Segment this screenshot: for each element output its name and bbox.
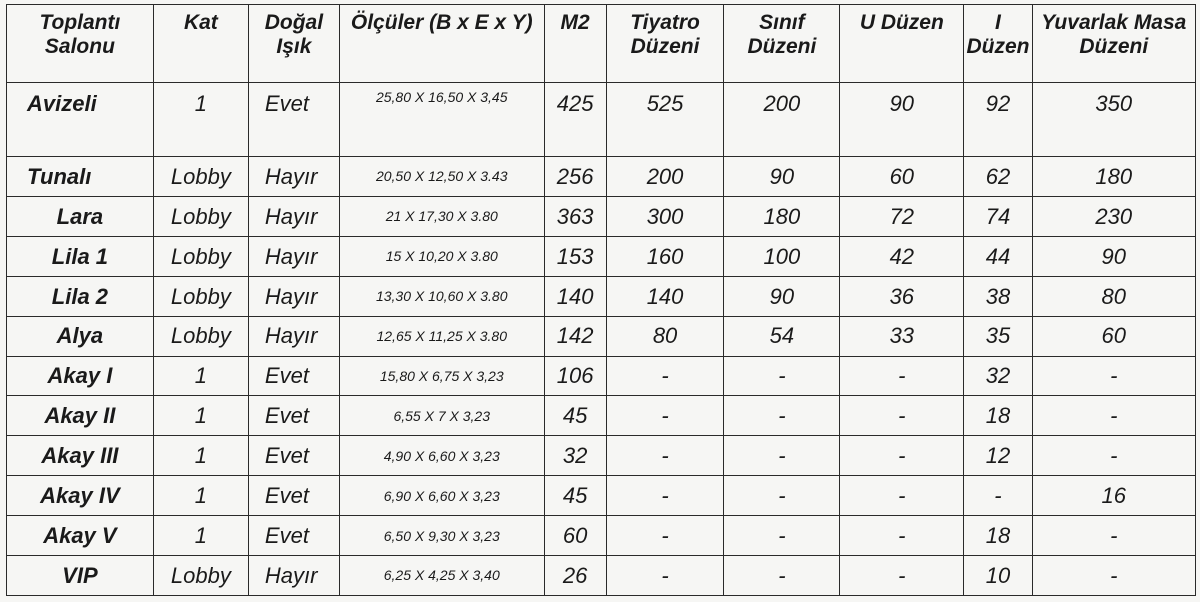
cell-u-duzen: - bbox=[840, 556, 964, 596]
cell-yuvarlak: - bbox=[1032, 396, 1195, 436]
cell-olculer: 21 X 17,30 X 3.80 bbox=[339, 196, 544, 236]
cell-kat: 1 bbox=[153, 356, 248, 396]
cell-m2: 45 bbox=[544, 396, 606, 436]
header-tiyatro: Tiyatro Düzeni bbox=[606, 5, 724, 83]
cell-i-duzen: 10 bbox=[964, 556, 1032, 596]
cell-dogal-isik: Hayır bbox=[248, 556, 339, 596]
table-row bbox=[7, 83, 1196, 157]
cell-tiyatro: 525 bbox=[606, 83, 724, 157]
header-row bbox=[7, 5, 1196, 83]
cell-kat: 1 bbox=[153, 436, 248, 476]
table-row bbox=[7, 276, 1196, 316]
cell-olculer: 6,55 X 7 X 3,23 bbox=[339, 396, 544, 436]
cell-u-duzen: - bbox=[840, 356, 964, 396]
cell-i-duzen: - bbox=[964, 476, 1032, 516]
cell-kat: 1 bbox=[153, 476, 248, 516]
header-dogal-isik: Doğal Işık bbox=[248, 5, 339, 83]
cell-yuvarlak: - bbox=[1032, 516, 1195, 556]
cell-olculer: 20,50 X 12,50 X 3.43 bbox=[339, 157, 544, 197]
cell-m2: 363 bbox=[544, 196, 606, 236]
cell-i-duzen: 18 bbox=[964, 396, 1032, 436]
cell-m2: 45 bbox=[544, 476, 606, 516]
cell-m2: 32 bbox=[544, 436, 606, 476]
cell-dogal-isik: Evet bbox=[248, 476, 339, 516]
cell-tiyatro: 200 bbox=[606, 157, 724, 197]
cell-kat: 1 bbox=[153, 83, 248, 157]
cell-tiyatro: - bbox=[606, 396, 724, 436]
cell-sinif: - bbox=[724, 476, 840, 516]
cell-salon: Akay II bbox=[7, 396, 154, 436]
cell-sinif: - bbox=[724, 356, 840, 396]
cell-dogal-isik: Hayır bbox=[248, 236, 339, 276]
cell-olculer: 6,90 X 6,60 X 3,23 bbox=[339, 476, 544, 516]
cell-kat: Lobby bbox=[153, 236, 248, 276]
cell-dogal-isik: Evet bbox=[248, 436, 339, 476]
cell-dogal-isik: Hayır bbox=[248, 157, 339, 197]
cell-tiyatro: 160 bbox=[606, 236, 724, 276]
cell-tiyatro: 300 bbox=[606, 196, 724, 236]
cell-yuvarlak: - bbox=[1032, 356, 1195, 396]
cell-u-duzen: 33 bbox=[840, 316, 964, 356]
cell-olculer: 25,80 X 16,50 X 3,45 bbox=[339, 83, 544, 157]
cell-dogal-isik: Hayır bbox=[248, 276, 339, 316]
cell-u-duzen: 60 bbox=[840, 157, 964, 197]
cell-olculer: 15,80 X 6,75 X 3,23 bbox=[339, 356, 544, 396]
cell-kat: Lobby bbox=[153, 157, 248, 197]
table-row bbox=[7, 436, 1196, 476]
cell-olculer: 12,65 X 11,25 X 3.80 bbox=[339, 316, 544, 356]
cell-i-duzen: 62 bbox=[964, 157, 1032, 197]
cell-olculer: 6,50 X 9,30 X 3,23 bbox=[339, 516, 544, 556]
cell-salon: Akay III bbox=[7, 436, 154, 476]
cell-m2: 60 bbox=[544, 516, 606, 556]
cell-tiyatro: - bbox=[606, 516, 724, 556]
cell-i-duzen: 18 bbox=[964, 516, 1032, 556]
cell-tiyatro: - bbox=[606, 476, 724, 516]
cell-salon: VIP bbox=[7, 556, 154, 596]
cell-sinif: - bbox=[724, 556, 840, 596]
cell-olculer: 15 X 10,20 X 3.80 bbox=[339, 236, 544, 276]
header-olculer: Ölçüler (B x E x Y) bbox=[339, 5, 544, 83]
cell-yuvarlak: 90 bbox=[1032, 236, 1195, 276]
meeting-rooms-table bbox=[6, 4, 1196, 596]
table-row bbox=[7, 196, 1196, 236]
cell-yuvarlak: - bbox=[1032, 436, 1195, 476]
cell-yuvarlak: 180 bbox=[1032, 157, 1195, 197]
cell-i-duzen: 35 bbox=[964, 316, 1032, 356]
cell-yuvarlak: 80 bbox=[1032, 276, 1195, 316]
cell-dogal-isik: Evet bbox=[248, 516, 339, 556]
table-row bbox=[7, 157, 1196, 197]
cell-yuvarlak: - bbox=[1032, 556, 1195, 596]
cell-u-duzen: - bbox=[840, 436, 964, 476]
cell-i-duzen: 38 bbox=[964, 276, 1032, 316]
cell-u-duzen: - bbox=[840, 396, 964, 436]
cell-tiyatro: - bbox=[606, 356, 724, 396]
cell-m2: 425 bbox=[544, 83, 606, 157]
cell-u-duzen: 36 bbox=[840, 276, 964, 316]
cell-kat: Lobby bbox=[153, 556, 248, 596]
cell-sinif: - bbox=[724, 516, 840, 556]
cell-tiyatro: - bbox=[606, 436, 724, 476]
cell-olculer: 6,25 X 4,25 X 3,40 bbox=[339, 556, 544, 596]
table-row bbox=[7, 516, 1196, 556]
cell-i-duzen: 74 bbox=[964, 196, 1032, 236]
cell-dogal-isik: Evet bbox=[248, 356, 339, 396]
cell-salon: Lara bbox=[7, 196, 154, 236]
cell-kat: 1 bbox=[153, 516, 248, 556]
cell-sinif: 100 bbox=[724, 236, 840, 276]
cell-salon: Tunalı bbox=[7, 157, 154, 197]
cell-m2: 26 bbox=[544, 556, 606, 596]
header-salon: Toplantı Salonu bbox=[7, 5, 154, 83]
cell-m2: 140 bbox=[544, 276, 606, 316]
table-body bbox=[7, 83, 1196, 596]
cell-kat: 1 bbox=[153, 396, 248, 436]
cell-salon: Akay V bbox=[7, 516, 154, 556]
cell-salon: Akay IV bbox=[7, 476, 154, 516]
cell-salon: Alya bbox=[7, 316, 154, 356]
cell-tiyatro: - bbox=[606, 556, 724, 596]
cell-i-duzen: 32 bbox=[964, 356, 1032, 396]
cell-sinif: 200 bbox=[724, 83, 840, 157]
header-kat: Kat bbox=[153, 5, 248, 83]
cell-salon: Lila 1 bbox=[7, 236, 154, 276]
cell-m2: 106 bbox=[544, 356, 606, 396]
cell-m2: 256 bbox=[544, 157, 606, 197]
cell-i-duzen: 92 bbox=[964, 83, 1032, 157]
table-row bbox=[7, 236, 1196, 276]
cell-m2: 142 bbox=[544, 316, 606, 356]
cell-salon: Lila 2 bbox=[7, 276, 154, 316]
cell-kat: Lobby bbox=[153, 276, 248, 316]
table-row bbox=[7, 316, 1196, 356]
header-m2: M2 bbox=[544, 5, 606, 83]
cell-sinif: 90 bbox=[724, 157, 840, 197]
cell-i-duzen: 12 bbox=[964, 436, 1032, 476]
header-u-duzen: U Düzen bbox=[840, 5, 964, 83]
cell-sinif: - bbox=[724, 396, 840, 436]
header-i-duzen: I Düzen bbox=[964, 5, 1032, 83]
cell-salon: Avizeli bbox=[7, 83, 154, 157]
cell-dogal-isik: Evet bbox=[248, 83, 339, 157]
cell-sinif: 90 bbox=[724, 276, 840, 316]
cell-u-duzen: 42 bbox=[840, 236, 964, 276]
cell-u-duzen: - bbox=[840, 516, 964, 556]
cell-m2: 153 bbox=[544, 236, 606, 276]
cell-kat: Lobby bbox=[153, 316, 248, 356]
cell-dogal-isik: Evet bbox=[248, 396, 339, 436]
cell-sinif: 54 bbox=[724, 316, 840, 356]
cell-u-duzen: - bbox=[840, 476, 964, 516]
cell-olculer: 13,30 X 10,60 X 3.80 bbox=[339, 276, 544, 316]
cell-sinif: - bbox=[724, 436, 840, 476]
cell-kat: Lobby bbox=[153, 196, 248, 236]
cell-dogal-isik: Hayır bbox=[248, 196, 339, 236]
cell-yuvarlak: 16 bbox=[1032, 476, 1195, 516]
table-row bbox=[7, 356, 1196, 396]
cell-u-duzen: 90 bbox=[840, 83, 964, 157]
cell-dogal-isik: Hayır bbox=[248, 316, 339, 356]
cell-u-duzen: 72 bbox=[840, 196, 964, 236]
cell-salon: Akay I bbox=[7, 356, 154, 396]
table-row bbox=[7, 556, 1196, 596]
table-row bbox=[7, 396, 1196, 436]
cell-yuvarlak: 60 bbox=[1032, 316, 1195, 356]
header-sinif: Sınıf Düzeni bbox=[724, 5, 840, 83]
cell-tiyatro: 140 bbox=[606, 276, 724, 316]
cell-olculer: 4,90 X 6,60 X 3,23 bbox=[339, 436, 544, 476]
table-row bbox=[7, 476, 1196, 516]
cell-yuvarlak: 350 bbox=[1032, 83, 1195, 157]
cell-tiyatro: 80 bbox=[606, 316, 724, 356]
header-yuvarlak: Yuvarlak Masa Düzeni bbox=[1032, 5, 1195, 83]
cell-sinif: 180 bbox=[724, 196, 840, 236]
cell-i-duzen: 44 bbox=[964, 236, 1032, 276]
cell-yuvarlak: 230 bbox=[1032, 196, 1195, 236]
